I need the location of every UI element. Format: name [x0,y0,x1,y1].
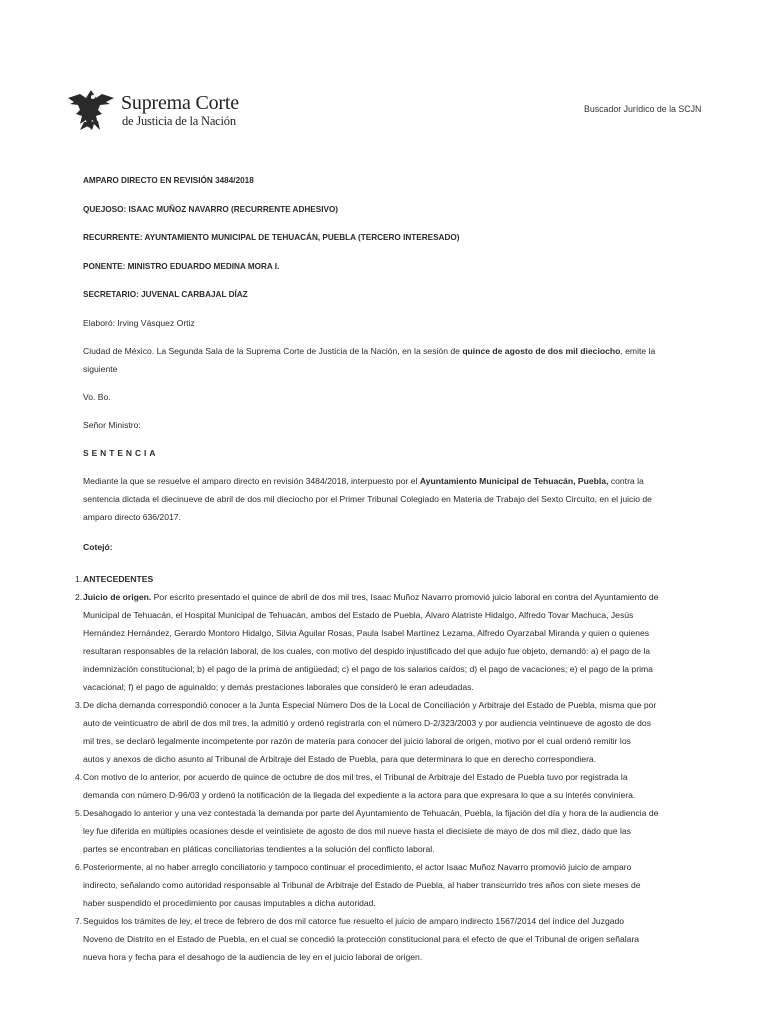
list-item [75,912,695,966]
list-item [75,804,695,858]
intro-line-1 [83,342,655,360]
mediante-text-a: Mediante la que se resuelve el amparo directo en revisión 3484/2018, interpuesto por el [83,476,420,486]
list-item-line: autos y anexos de dicho asunto al Tribunal de Arbitraje del Estado de Puebla, para que determinara lo que en derecho correspondiera. [83,754,597,764]
list-item-line: resultaran responsables de la relación laboral, de los cuales, con motivo del despido injustificado del que adujo fue objeto, demandó: a) el pago de la [83,646,651,656]
list-item-line: ley fue diferida en múltiples ocasiones desde el veintisiete de agosto de dos mil nueve hasta el diecisiete de mayo de dos mil diez, dado que las [83,826,631,836]
eagle-emblem-icon [66,88,116,132]
case-number: AMPARO DIRECTO EN REVISIÓN 3484/2018 [83,176,254,185]
list-item-line: Posteriormente, al no haber arreglo conciliatorio y tampoco continuar el procedimiento, el actor Isaac Muñoz Navarro promovió juicio de amparo [83,862,632,872]
list-item-line: Noveno de Distrito en el Estado de Puebla, en el cual se concedió la protección constitucional para el efecto de que el Tribunal de origen señalara [83,934,640,944]
mediante-paragraph [83,472,652,526]
list-item-line: De dicha demanda correspondió conocer a la Junta Especial Número Dos de la Local de Conciliación y Arbitraje del Estado de Puebla, misma que por [83,700,657,710]
list-item-line: indirecto, señalando como autoridad responsable al Tribunal de Arbitraje del Estado de Puebla, al haber transcurrido tres años con siete meses de [83,880,641,890]
secretario-line: SECRETARIO: JUVENAL CARBAJAL DÍAZ [83,290,248,299]
list-item-line: indemnización constitucional; b) el pago de la prima de antigüedad; c) el pago de los salarios caídos; d) el pago de vacaciones; e) el pago de la prima [83,664,653,674]
recurrente-line: RECURRENTE: AYUNTAMIENTO MUNICIPAL DE TEHUACÁN, PUEBLA (TERCERO INTERESADO) [83,233,460,242]
vobo-line: Vo. Bo. [83,392,111,402]
list-item [75,570,695,588]
mediante-text-c: contra la [608,476,644,486]
ponente-line: PONENTE: MINISTRO EDUARDO MEDINA MORA I. [83,262,280,271]
list-item [75,768,695,804]
list-item-number: 5. [75,808,83,818]
list-item-line: Municipal de Tehuacán, el Hospital Municipal de Tehuacán, ambos del Estado de Puebla, Álvaro Alatriste Hidalgo, Alfredo Tovar Machuca, Jesús [83,610,634,620]
list-item-line: Hernández Hernández, Gerardo Montoro Hidalgo, Silvia Aguilar Rosas, Paula Isabel Martínez Lezama, Alfredo Oyarzabal Miranda y quien o quienes [83,628,650,638]
list-item-number: 2. [75,592,83,602]
list-item-line: mil tres, se declaró legalmente incompetente por razón de materia para conocer del juicio laboral de origen, motivo por el cual ordenó remitir los [83,736,631,746]
list-item-number: 4. [75,772,83,782]
list-item-line: auto de veinticuatro de abril de dos mil tres, la admitió y ordenó registrarla con el número D-2/323/2003 y por audiencia veintinueve de agosto de dos [83,718,652,728]
list-item [75,858,695,912]
intro-line-2: siguiente [83,364,118,374]
list-item-line: haber suspendido el procedimiento por causas imputables a dicha autoridad. [83,898,376,908]
elaboro-line: Elaboró: Irving Vásquez Ortiz [83,318,195,328]
list-item-line: nueva hora y fecha para el desahogo de la audiencia de ley en el juicio laboral de origen. [83,952,423,962]
list-item [75,696,695,768]
list-item-number: 3. [75,700,83,710]
brand-subtitle: de Justicia de la Nación [122,114,236,128]
session-date: quince de agosto de dos mil dieciocho [462,346,621,356]
list-item-line: Con motivo de lo anterior, por acuerdo de quince de octubre de dos mil tres, el Tribunal de Arbitraje del Estado de Puebla tuvo por registrada la [83,772,628,782]
mediante-line-2: sentencia dictada el diecinueve de abril de dos mil dieciocho por el Primer Tribunal Colegiado en Materia de Trabajo del Sexto Circuito, en el juicio de [83,494,652,504]
list-item-bold-prefix: Juicio de origen. [83,592,152,602]
cotejo-line: Cotejó: [83,542,113,552]
list-item-line: Desahogado lo anterior y una vez contestada la demanda por parte del Ayuntamiento de Tehuacán, Puebla, la fijación del día y hora de la audiencia de [83,808,659,818]
ayuntamiento-bold: Ayuntamiento Municipal de Tehuacán, Puebla, [419,476,609,486]
intro-text-a: Ciudad de México. La Segunda Sala de la Suprema Corte de Justicia de la Nación, en la sesión de [83,346,463,356]
scjn-logo[interactable] [66,86,246,134]
list-item [75,588,695,696]
sentencia-heading: SENTENCIA [83,448,159,458]
list-item-number: 7. [75,916,83,926]
intro-paragraph [83,342,655,378]
list-item-number: 6. [75,862,83,872]
antecedentes-list [75,570,695,966]
brand-title: Suprema Corte [121,92,239,114]
list-item-heading: ANTECEDENTES [83,574,154,584]
senor-ministro-line: Señor Ministro: [83,420,141,430]
list-item-line: vacacional; f) el pago de aguinaldo; y demás prestaciones laborales que consideró le eran adeudadas. [83,682,474,692]
list-item-line: Seguidos los trámites de ley, el trece de febrero de dos mil catorce fue resuelto el juicio de amparo indirecto 1567/2014 del índice del Juzgado [83,916,625,926]
list-item-line: demanda con número D-96/03 y ordenó la notificación de la llegada del expediente a la actora para que expresara lo que a su interés conviniera. [83,790,636,800]
list-item-number: 1. [75,574,83,584]
mediante-line-1 [83,472,652,490]
page-header [0,0,768,150]
intro-text-c: , emite la [620,346,656,356]
site-title: Buscador Jurídico de la SCJN [584,104,702,114]
mediante-line-3: amparo directo 636/2017. [83,512,181,522]
list-item-line: partes se encontraban en pláticas conciliatorias tendientes a la solución del conflicto laboral. [83,844,435,854]
quejoso-line: QUEJOSO: ISAAC MUÑOZ NAVARRO (RECURRENTE ADHESIVO) [83,205,339,214]
list-item-line: Juicio de origen. Por escrito presentado el quince de abril de dos mil tres, Isaac Muñoz Navarro promovió juicio laboral en contra del Ayuntamiento de [83,592,659,602]
